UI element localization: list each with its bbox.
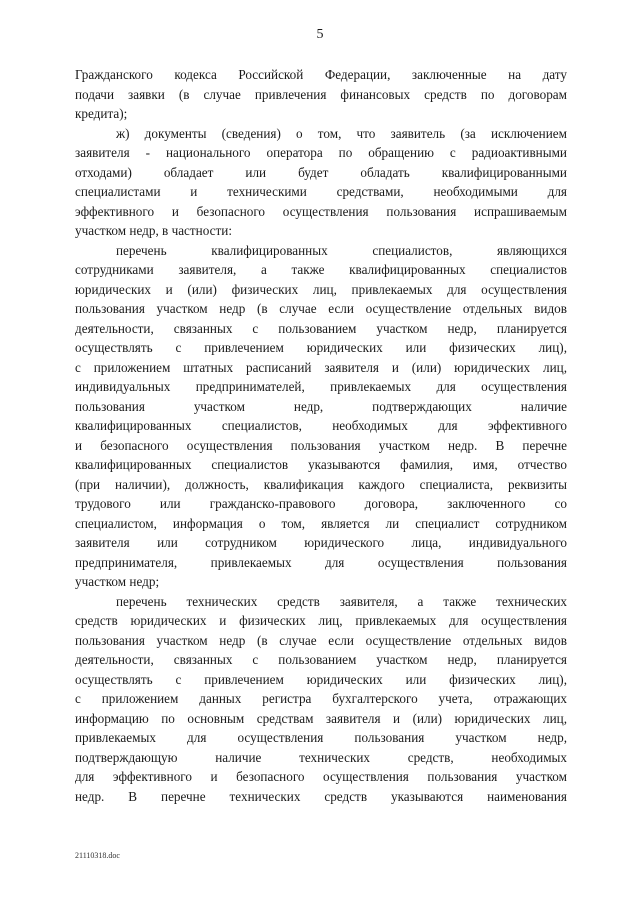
text-line: отходами) обладает или будет обладать квалифицированными [75, 164, 567, 180]
text-line: сотрудниками заявителя, а также квалифицированных специалистов [75, 262, 567, 277]
text-line: деятельности, связанных с пользованием участком недр, планируется [75, 652, 567, 667]
text-line: заявителя - национального оператора по обращению с радиоактивными [75, 145, 567, 160]
paragraph [75, 124, 567, 241]
text-line: подтверждающую наличие технических средств, необходимых [75, 749, 567, 765]
text-line: деятельности, связанных с пользованием участком недр, планируется [75, 320, 567, 336]
text-line: недр. В перечне технических средств указываются наименования [75, 788, 567, 804]
text-line: трудового или гражданско-правового договора, заключенного со [75, 496, 567, 511]
text-line: с приложением штатных расписаний заявителя и (или) юридических лиц, [75, 359, 567, 375]
text-line: заявителя или сотрудником юридического лица, индивидуального [75, 535, 567, 550]
text-line: участком недр, в частности: [75, 223, 232, 238]
paragraph [75, 592, 567, 807]
text-line: подачи заявки (в случае привлечения финансовых средств по договорам [75, 86, 567, 102]
text-line: привлекаемых для осуществления пользования участком недр, [75, 730, 567, 745]
text-line: (при наличии), должность, квалификация каждого специалиста, реквизиты [75, 476, 567, 492]
text-line: и безопасного осуществления пользования участком недр. В перечне [75, 437, 567, 453]
text-line: участком недр; [75, 574, 160, 589]
text-line: с приложением данных регистра бухгалтерского учета, отражающих [75, 691, 567, 706]
text-line: осуществлять с привлечением юридических или физических лиц), [75, 340, 567, 355]
text-line: ж) документы (сведения) о том, что заявитель (за исключением [116, 125, 567, 141]
text-line: пользования участком недр (в случае если осуществление отдельных видов [75, 301, 567, 316]
text-line: индивидуальных предпринимателей, привлекаемых для осуществления [75, 379, 567, 394]
document-body [75, 65, 567, 806]
text-line: перечень квалифицированных специалистов, являющихся [116, 242, 567, 258]
text-line: специалистом, информация о том, является ли специалист сотрудником [75, 515, 567, 531]
paragraph [75, 65, 567, 124]
text-line: информацию по основным средствам заявителя и (или) юридических лиц, [75, 710, 567, 726]
text-line: юридических и (или) физических лиц, привлекаемых для осуществления [75, 281, 567, 297]
text-line: квалифицированных специалистов указываются фамилия, имя, отчество [75, 457, 567, 472]
page-number: 5 [316, 27, 324, 42]
text-line: кредита); [75, 106, 128, 121]
text-line: средств юридических и физических лиц, привлекаемых для осуществления [75, 613, 567, 628]
text-line: для эффективного и безопасного осуществления пользования участком [75, 769, 567, 784]
text-line: специалистами и техническими средствами, необходимыми для [75, 184, 567, 199]
text-line: предпринимателя, привлекаемых для осуществления пользования [75, 554, 567, 570]
text-line: квалифицированных специалистов, необходимых для эффективного [75, 418, 567, 433]
text-line: осуществлять с привлечением юридических или физических лиц), [75, 671, 567, 687]
footer-filename: 21110318.doc [75, 851, 120, 860]
paragraph [75, 241, 567, 592]
text-line: пользования участком недр (в случае если осуществление отдельных видов [75, 632, 567, 648]
text-line: перечень технических средств заявителя, а также технических [116, 593, 567, 609]
text-line: эффективного и безопасного осуществления пользования испрашиваемым [75, 203, 567, 219]
text-line: пользования участком недр, подтверждающих наличие [75, 398, 567, 414]
text-line: Гражданского кодекса Российской Федерации, заключенные на дату [75, 67, 567, 82]
